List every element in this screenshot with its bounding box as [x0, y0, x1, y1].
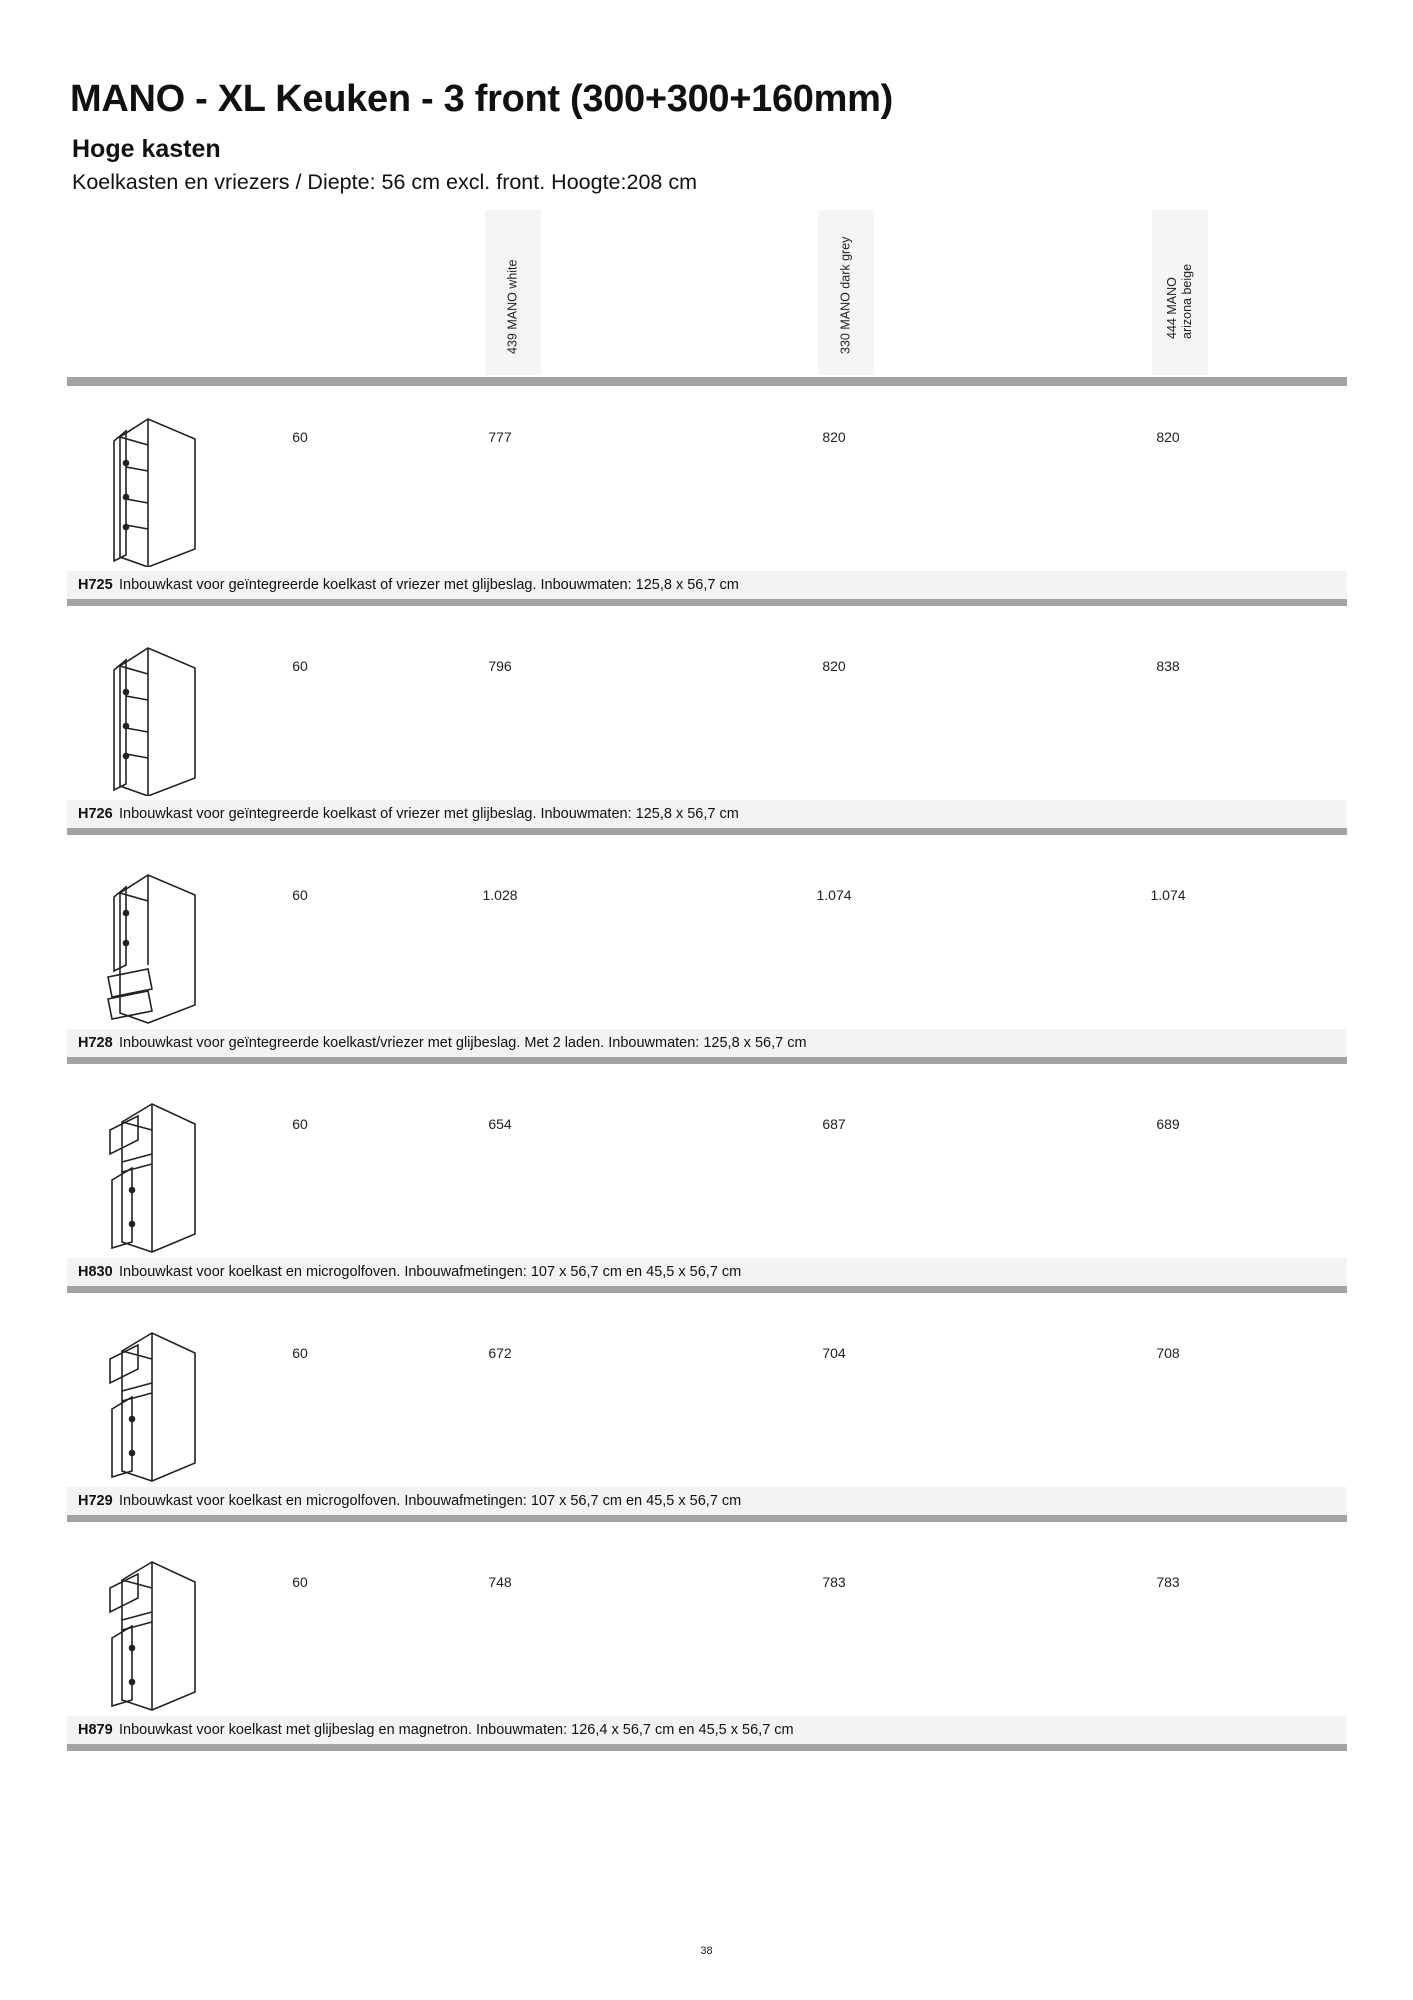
product-description: Inbouwkast voor geïntegreerde koelkast/vriezer met glijbeslag. Met 2 laden. Inbouwmaten: 125,8 x 56,7 cm	[119, 1035, 807, 1051]
product-code: H725	[78, 577, 113, 593]
row-divider	[67, 599, 1347, 606]
product-code: H729	[78, 1493, 113, 1509]
product-description: Inbouwkast voor koelkast met glijbeslag en magnetron. Inbouwmaten: 126,4 x 56,7 cm en 45,5 x 56,7 cm	[119, 1722, 794, 1738]
width-cell: 60	[292, 1116, 308, 1132]
price-cell: 777	[488, 429, 512, 445]
table-row	[0, 845, 1413, 1073]
product-code: H830	[78, 1264, 113, 1280]
column-header-dark-grey	[818, 210, 874, 375]
product-description: Inbouwkast voor koelkast en microgolfoven. Inbouwafmetingen: 107 x 56,7 cm en 45,5 x 56,7 cm	[119, 1264, 742, 1280]
page-title: MANO - XL Keuken - 3 front (300+300+160mm)	[70, 78, 893, 120]
column-label: 444 MANO arizona beige	[1165, 263, 1194, 339]
table-row	[0, 1074, 1413, 1302]
column-label: 439 MANO white	[505, 259, 520, 354]
page-number: 38	[700, 1945, 713, 1957]
header-divider	[67, 377, 1347, 386]
row-divider	[67, 1515, 1347, 1522]
price-cell: 820	[1156, 429, 1180, 445]
tall-cabinet-microwave-icon	[90, 1323, 210, 1483]
tall-cabinet-fridge-icon	[90, 636, 210, 796]
table-row	[0, 1303, 1413, 1531]
product-description: Inbouwkast voor geïntegreerde koelkast of vriezer met glijbeslag. Inbouwmaten: 125,8 x 56,7 cm	[119, 577, 739, 593]
product-code: H728	[78, 1035, 113, 1051]
price-cell: 783	[1156, 1574, 1180, 1590]
price-cell: 689	[1156, 1116, 1180, 1132]
column-label: 330 MANO dark grey	[838, 236, 853, 354]
row-divider	[67, 1057, 1347, 1064]
price-cell: 838	[1156, 658, 1180, 674]
price-cell: 1.074	[1150, 887, 1186, 903]
tall-cabinet-microwave-icon	[90, 1552, 210, 1712]
width-cell: 60	[292, 887, 308, 903]
section-title: Hoge kasten	[72, 135, 221, 163]
price-cell: 687	[822, 1116, 846, 1132]
width-cell: 60	[292, 1345, 308, 1361]
row-divider	[67, 1744, 1347, 1751]
product-description: Inbouwkast voor geïntegreerde koelkast of vriezer met glijbeslag. Inbouwmaten: 125,8 x 56,7 cm	[119, 806, 739, 822]
price-cell: 1.028	[482, 887, 518, 903]
price-cell: 820	[822, 658, 846, 674]
width-cell: 60	[292, 429, 308, 445]
tall-cabinet-fridge-icon	[90, 407, 210, 567]
tall-cabinet-microwave-icon	[90, 1094, 210, 1254]
column-header-arizona-beige	[1152, 210, 1208, 375]
price-cell: 783	[822, 1574, 846, 1590]
table-row	[0, 1532, 1413, 1760]
row-divider	[67, 1286, 1347, 1293]
product-code: H726	[78, 806, 113, 822]
section-description: Koelkasten en vriezers / Diepte: 56 cm excl. front. Hoogte:208 cm	[72, 170, 697, 194]
row-divider	[67, 828, 1347, 835]
price-cell: 654	[488, 1116, 512, 1132]
table-row	[0, 387, 1413, 615]
column-header-white	[485, 210, 541, 375]
width-cell: 60	[292, 1574, 308, 1590]
price-cell: 796	[488, 658, 512, 674]
width-cell: 60	[292, 658, 308, 674]
product-description: Inbouwkast voor koelkast en microgolfoven. Inbouwafmetingen: 107 x 56,7 cm en 45,5 x 56,7 cm	[119, 1493, 742, 1509]
price-cell: 820	[822, 429, 846, 445]
price-cell: 704	[822, 1345, 846, 1361]
product-code: H879	[78, 1722, 113, 1738]
price-cell: 1.074	[816, 887, 852, 903]
price-cell: 748	[488, 1574, 512, 1590]
price-cell: 672	[488, 1345, 512, 1361]
table-row	[0, 616, 1413, 844]
tall-cabinet-drawers-icon	[90, 865, 210, 1025]
price-cell: 708	[1156, 1345, 1180, 1361]
